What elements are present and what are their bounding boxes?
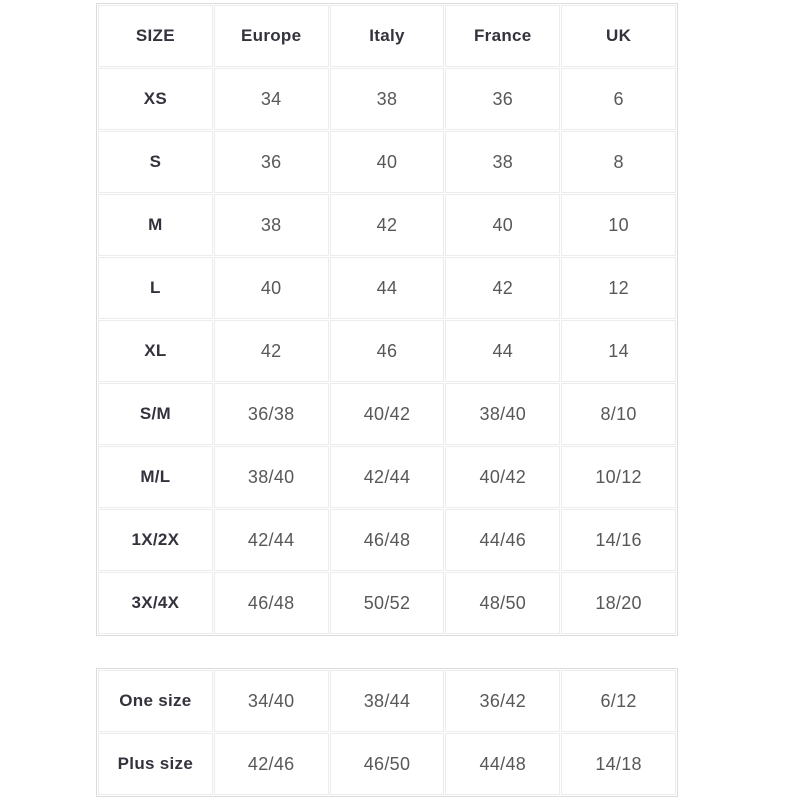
cell-italy: 46/48	[330, 509, 445, 571]
cell-europe: 42	[214, 320, 329, 382]
column-header-size: SIZE	[98, 5, 213, 67]
column-header-italy: Italy	[330, 5, 445, 67]
cell-uk: 8/10	[561, 383, 676, 445]
cell-italy: 46/50	[330, 733, 445, 795]
table-row-xl	[98, 320, 676, 382]
cell-europe: 36	[214, 131, 329, 193]
row-label: XS	[98, 68, 213, 130]
cell-europe: 38	[214, 194, 329, 256]
column-header-europe: Europe	[214, 5, 329, 67]
table-row-plus-size	[98, 733, 676, 795]
cell-france: 42	[445, 257, 560, 319]
table-row-one-size	[98, 670, 676, 732]
cell-france: 48/50	[445, 572, 560, 634]
cell-uk: 18/20	[561, 572, 676, 634]
cell-uk: 10	[561, 194, 676, 256]
special-sizes-table	[96, 668, 678, 797]
header-row	[98, 5, 676, 67]
table-row-ml	[98, 446, 676, 508]
table-row-m	[98, 194, 676, 256]
cell-europe: 34	[214, 68, 329, 130]
cell-uk: 8	[561, 131, 676, 193]
cell-italy: 46	[330, 320, 445, 382]
cell-europe: 40	[214, 257, 329, 319]
cell-uk: 10/12	[561, 446, 676, 508]
cell-uk: 14	[561, 320, 676, 382]
cell-uk: 14/16	[561, 509, 676, 571]
cell-france: 44/46	[445, 509, 560, 571]
cell-uk: 12	[561, 257, 676, 319]
cell-europe: 46/48	[214, 572, 329, 634]
row-label: M/L	[98, 446, 213, 508]
row-label: One size	[98, 670, 213, 732]
cell-italy: 40	[330, 131, 445, 193]
row-label: 3X/4X	[98, 572, 213, 634]
cell-france: 40	[445, 194, 560, 256]
row-label: M	[98, 194, 213, 256]
table-row-l	[98, 257, 676, 319]
cell-uk: 14/18	[561, 733, 676, 795]
cell-france: 44	[445, 320, 560, 382]
cell-europe: 42/44	[214, 509, 329, 571]
size-conversion-table	[96, 3, 678, 636]
cell-italy: 44	[330, 257, 445, 319]
column-header-france: France	[445, 5, 560, 67]
row-label: S	[98, 131, 213, 193]
table-row-3x4x	[98, 572, 676, 634]
table-row-sm	[98, 383, 676, 445]
row-label: S/M	[98, 383, 213, 445]
cell-europe: 38/40	[214, 446, 329, 508]
cell-italy: 38/44	[330, 670, 445, 732]
column-header-uk: UK	[561, 5, 676, 67]
row-label: Plus size	[98, 733, 213, 795]
row-label: 1X/2X	[98, 509, 213, 571]
cell-italy: 50/52	[330, 572, 445, 634]
cell-italy: 42/44	[330, 446, 445, 508]
cell-europe: 36/38	[214, 383, 329, 445]
row-label: L	[98, 257, 213, 319]
cell-uk: 6	[561, 68, 676, 130]
cell-france: 40/42	[445, 446, 560, 508]
cell-europe: 34/40	[214, 670, 329, 732]
cell-france: 36	[445, 68, 560, 130]
cell-italy: 42	[330, 194, 445, 256]
cell-uk: 6/12	[561, 670, 676, 732]
cell-france: 44/48	[445, 733, 560, 795]
row-label: XL	[98, 320, 213, 382]
table-row-1x2x	[98, 509, 676, 571]
cell-france: 38	[445, 131, 560, 193]
cell-italy: 38	[330, 68, 445, 130]
cell-europe: 42/46	[214, 733, 329, 795]
table-row-s	[98, 131, 676, 193]
table-row-xs	[98, 68, 676, 130]
cell-france: 38/40	[445, 383, 560, 445]
cell-france: 36/42	[445, 670, 560, 732]
cell-italy: 40/42	[330, 383, 445, 445]
